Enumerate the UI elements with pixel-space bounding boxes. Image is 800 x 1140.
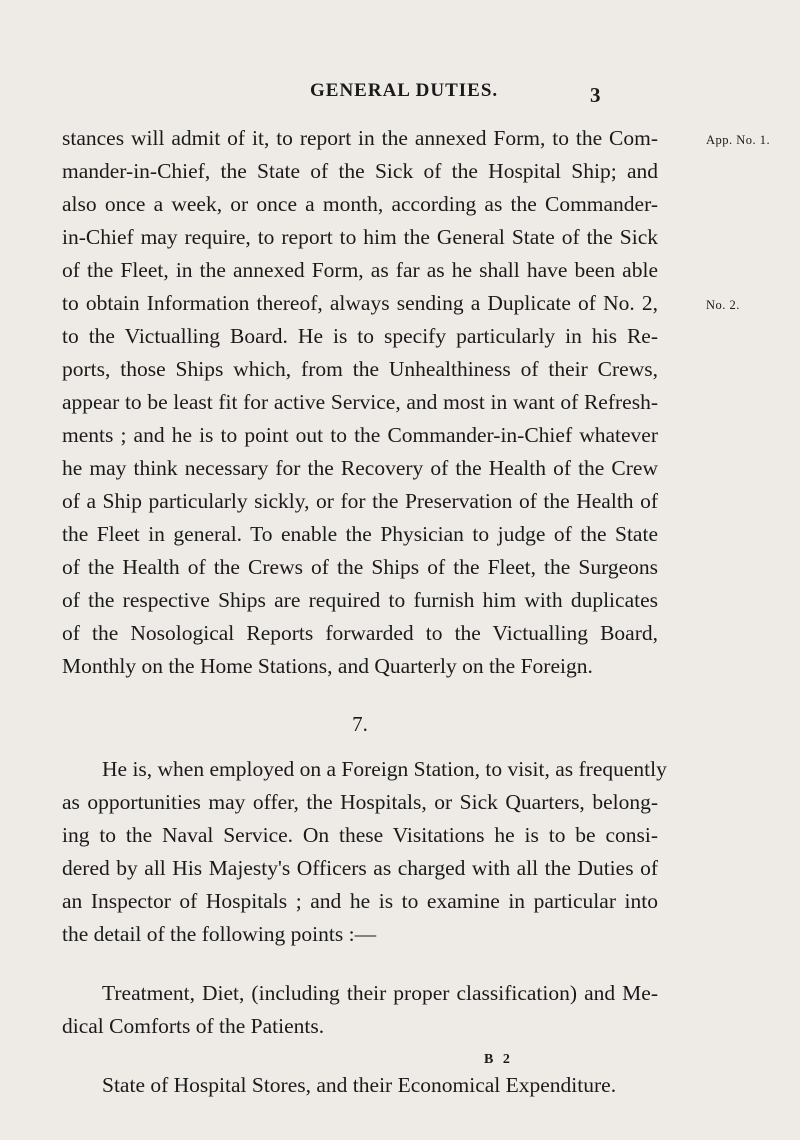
page-number: 3 (590, 83, 601, 107)
spacer (62, 1043, 658, 1069)
section-number: 7. (352, 712, 368, 736)
text-line: an Inspector of Hospitals ; and he is to examine in particular into (62, 889, 658, 913)
text-line: stances will admit of it, to report in the annexed Form, to the Com- (62, 126, 658, 150)
margin-note-no-2: No. 2. (706, 298, 740, 312)
text-line: Monthly on the Home Stations, and Quarterly on the Foreign. (62, 654, 593, 678)
text-line: mander-in-Chief, the State of the Sick of the Hospital Ship; and (62, 159, 658, 183)
list-item-treatment (62, 977, 658, 1043)
text-line: ments ; and he is to point out to the Commander-in-Chief whatever (62, 423, 658, 447)
text-line: of the Nosological Reports forwarded to the Victualling Board, (62, 621, 658, 645)
text-line: ports, those Ships which, from the Unhealthiness of their Crews, (62, 357, 658, 381)
list-item-stores (62, 1069, 658, 1102)
text-line: Treatment, Diet, (including their proper classification) and Me- (102, 981, 658, 1005)
page-header (0, 80, 800, 110)
text-line: of the Health of the Crews of the Ships of the Fleet, the Surgeons (62, 555, 658, 579)
text-line: State of Hospital Stores, and their Economical Expenditure. (102, 1073, 617, 1097)
text-line: the Fleet in general. To enable the Physician to judge of the State (62, 522, 658, 546)
text-line: also once a week, or once a month, according as the Commander- (62, 192, 658, 216)
text-line: he may think necessary for the Recovery of the Health of the Crew (62, 456, 658, 480)
text-line: to obtain Information thereof, always sending a Duplicate of No. 2, (62, 291, 658, 315)
text-line: ing to the Naval Service. On these Visitations he is to be consi- (62, 823, 658, 847)
text-line: of the respective Ships are required to furnish him with duplicates (62, 588, 658, 612)
body-text (62, 122, 667, 1102)
text-line: as opportunities may offer, the Hospitals, or Sick Quarters, belong- (62, 790, 658, 814)
spacer (62, 951, 658, 977)
margin-note-app-no-1: App. No. 1. (706, 133, 771, 147)
text-line: of a Ship particularly sickly, or for the Preservation of the Health of (62, 489, 658, 513)
text-line: in-Chief may require, to report to him the General State of the Sick (62, 225, 658, 249)
text-line: dical Comforts of the Patients. (62, 1014, 325, 1038)
paragraph-1 (62, 122, 658, 683)
text-line: to the Victualling Board. He is to specify particularly in his Re- (62, 324, 658, 348)
text-line: dered by all His Majesty's Officers as charged with all the Duties of (62, 856, 658, 880)
text-line: appear to be least fit for active Service, and most in want of Refresh- (62, 390, 658, 414)
text-line: of the Fleet, in the annexed Form, as far as he shall have been able (62, 258, 658, 282)
text-line: the detail of the following points :— (62, 922, 377, 946)
text-line: He is, when employed on a Foreign Station, to visit, as frequently (102, 757, 667, 781)
signature-mark: B 2 (484, 1052, 513, 1067)
running-head: GENERAL DUTIES. (310, 80, 499, 101)
paragraph-2 (62, 753, 667, 951)
